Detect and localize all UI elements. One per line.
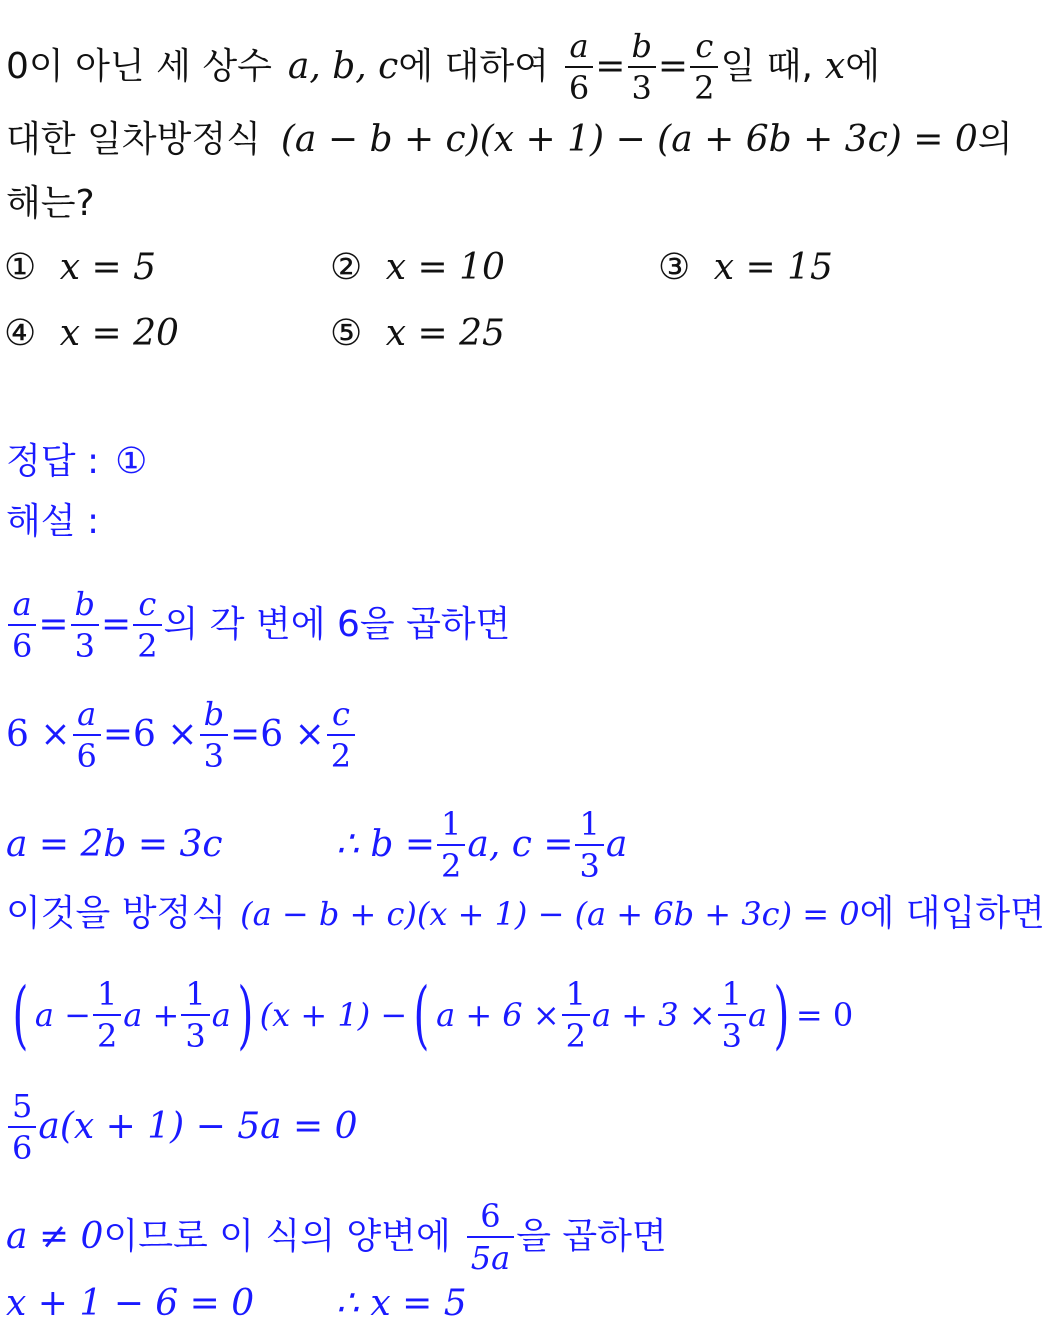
fraction: $\frac{b}{3}$: [71, 584, 99, 666]
choice-text: x = 20: [59, 313, 179, 354]
explanation-text: 이것을 방정식: [6, 893, 227, 934]
choice-text: x = 10: [385, 247, 505, 288]
choice-mark: ③: [658, 247, 691, 288]
question-text: 해는?: [6, 183, 95, 224]
answer-value: ①: [115, 441, 148, 482]
explanation-step-1: $\frac{a}{6}$ = $\frac{b}{3}$ = $\frac{c}{2}$ 의 각 변에 6을 곱하면: [6, 584, 510, 666]
equation: x + 1 − 6 = 0: [6, 1283, 255, 1324]
fraction: $\frac{a}{6}$: [8, 584, 36, 666]
fraction: $\frac{1}{3}$: [718, 974, 746, 1056]
choice-mark: ④: [4, 313, 37, 354]
question-text: 일 때,: [720, 46, 813, 87]
choice-mark: ⑤: [330, 313, 363, 354]
fraction: $\frac{6}{5a}$: [467, 1196, 514, 1278]
explanation-text: 을 곱하면: [516, 1216, 667, 1257]
fraction: $\frac{1}{2}$: [562, 974, 590, 1056]
question-text: 에: [845, 46, 880, 87]
explanation-step-6: [6, 1086, 358, 1168]
choice-text: x = 5: [59, 247, 156, 288]
choice-mark: ①: [4, 247, 37, 288]
fraction: $\frac{b}{3}$: [627, 26, 655, 108]
fraction: $\frac{1}{2}$: [93, 974, 121, 1056]
answer-line: [6, 440, 147, 484]
explanation-text: 이므로 이 식의 양변에: [103, 1216, 451, 1257]
final-answer: ∴ x = 5: [336, 1283, 467, 1324]
equation: ∴ b =: [336, 824, 435, 865]
choice-text: x = 25: [385, 313, 505, 354]
fraction: $\frac{c}{2}$: [690, 26, 718, 108]
fraction: $\frac{a}{6}$: [73, 694, 101, 776]
equation: a(x + 1) − 5a = 0: [38, 1106, 358, 1147]
question-variable: x: [824, 46, 846, 87]
question-text: 에 대하여: [398, 46, 549, 87]
fraction: $\frac{c}{2}$: [327, 694, 355, 776]
question-equation: (a − b + c)(x + 1) − (a + 6b + 3c) = 0: [280, 119, 978, 160]
choice-mark: ②: [330, 247, 363, 288]
explanation-step-7: a ≠ 0 이므로 이 식의 양변에 $\frac{6}{5a}$ 을 곱하면: [6, 1197, 667, 1277]
equation: a = 2b = 3c: [6, 824, 223, 865]
choice-3[interactable]: [658, 246, 833, 290]
equation: (a − b + c)(x + 1) − (a + 6b + 3c) = 0: [240, 895, 860, 933]
fraction: $\frac{1}{3}$: [575, 804, 603, 886]
explanation-step-4: [6, 892, 1045, 936]
choice-5[interactable]: [330, 312, 505, 356]
question-line-3: [6, 182, 95, 226]
fraction: $\frac{1}{3}$: [181, 974, 209, 1056]
fraction: $\frac{a}{6}$: [565, 26, 593, 108]
choice-2[interactable]: [330, 246, 505, 290]
question-text: 0이 아닌 세 상수: [6, 46, 272, 87]
fraction: $\frac{b}{3}$: [200, 694, 228, 776]
choice-text: x = 15: [713, 247, 833, 288]
question-variables: a, b, c: [287, 46, 399, 87]
question-text: 의: [977, 119, 1013, 160]
question-line-2: [6, 118, 1013, 162]
question-line-1: 0이 아닌 세 상수 a, b, c 에 대하여 $\frac{a}{6}$ = $\frac{b}{3}$ = $\frac{c}{2}$ 일 때, x 에: [6, 27, 880, 107]
explanation-step-2: 6 × $\frac{a}{6}$ = 6 × $\frac{b}{3}$ = 6 × $\frac{c}{2}$: [6, 694, 357, 776]
choice-4[interactable]: [4, 312, 179, 356]
fraction: $\frac{1}{2}$: [437, 804, 465, 886]
fraction: $\frac{c}{2}$: [133, 584, 161, 666]
explanation-label-line: [6, 500, 99, 544]
explanation-label: 해설 :: [6, 501, 100, 542]
explanation-text: 에 대입하면: [859, 893, 1045, 934]
explanation-text: 의 각 변에 6을 곱하면: [163, 604, 511, 645]
answer-label: 정답 :: [6, 441, 100, 482]
fraction: $\frac{5}{6}$: [8, 1086, 36, 1168]
choice-1[interactable]: [4, 246, 156, 290]
explanation-step-5: ( a − $\frac{1}{2}$ a + $\frac{1}{3}$ a ) (x + 1) − ( a + 6 × $\frac{1}{2}$ a + 3 × $\frac{1}{3}$ a ) = 0: [12, 972, 854, 1058]
explanation-step-8: [6, 1282, 467, 1326]
explanation-step-3: a = 2b = 3c ∴ b = $\frac{1}{2}$ a, c = $\frac{1}{3}$ a: [6, 805, 628, 885]
question-text: 대한 일차방정식: [6, 119, 261, 160]
